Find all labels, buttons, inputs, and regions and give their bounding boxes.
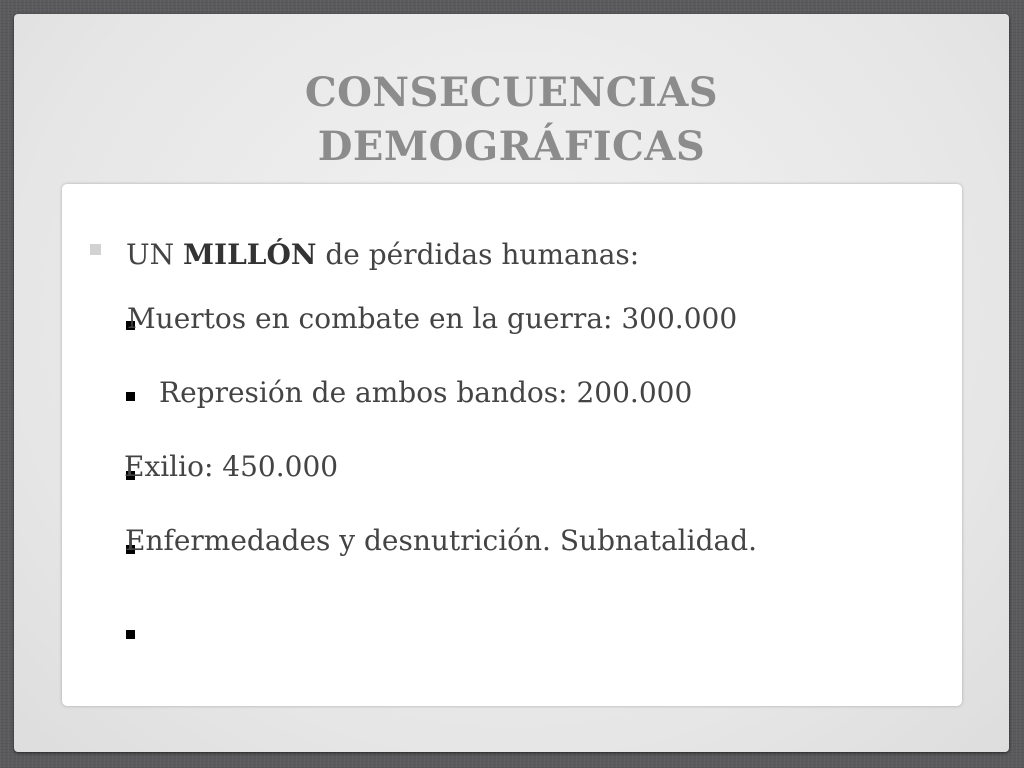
main-bullet-suffix: de pérdidas humanas:	[316, 238, 640, 271]
sub-bullet-square-icon	[126, 392, 135, 401]
sub-item-3: Exilio: 450.000	[124, 450, 339, 483]
title-line-2: DEMOGRÁFICAS	[317, 123, 706, 170]
sub-bullet-square-icon	[126, 630, 135, 639]
slide-title	[14, 66, 1009, 174]
main-bullet-text	[126, 238, 639, 271]
bullet-square-icon	[90, 244, 101, 255]
slide	[14, 14, 1009, 752]
sub-item-4: Enfermedades y desnutrición. Subnatalidad.	[125, 524, 758, 557]
sub-item-2: Represión de ambos bandos: 200.000	[159, 376, 693, 409]
main-bullet-prefix: UN	[126, 238, 183, 271]
sub-item-1: Muertos en combate en la guerra: 300.000	[127, 302, 738, 335]
title-line-1: CONSECUENCIAS	[304, 69, 719, 116]
content-panel	[62, 184, 962, 706]
main-bullet-emphasis: MILLÓN	[183, 238, 317, 271]
